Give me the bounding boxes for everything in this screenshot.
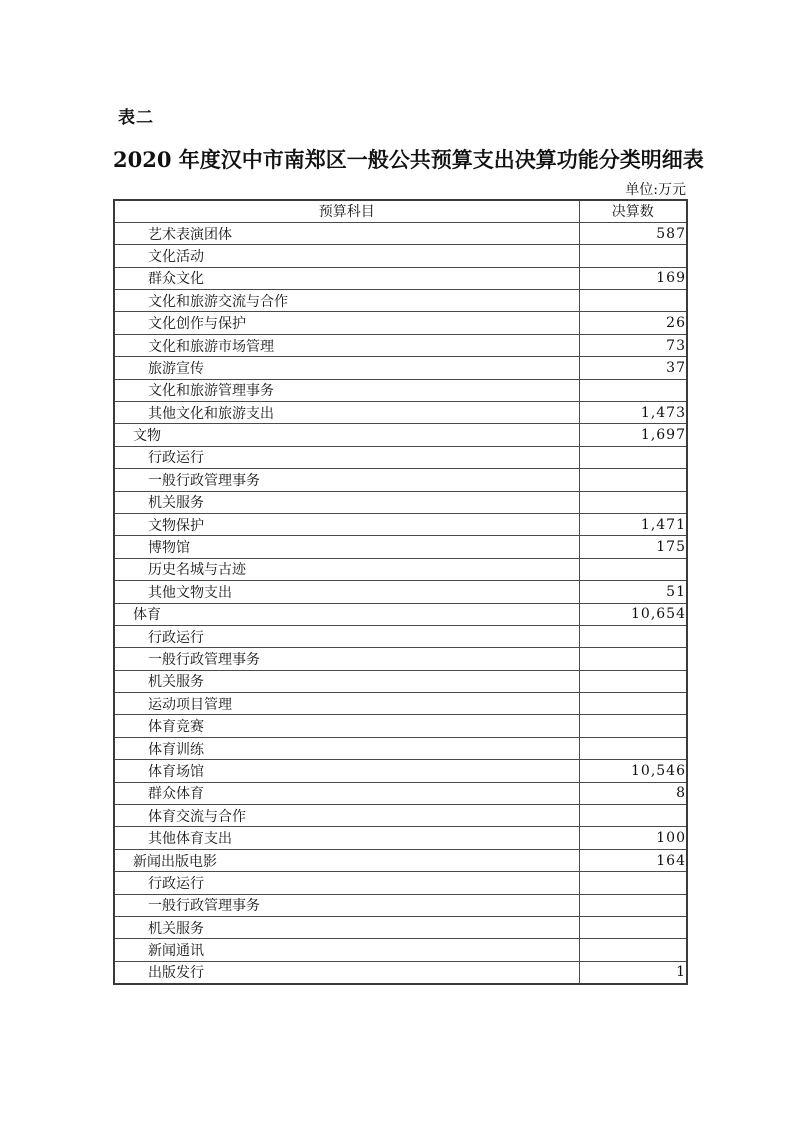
- table-row: [114, 917, 687, 939]
- budget-item-value: [579, 648, 687, 670]
- budget-item-label: 运动项目管理: [114, 693, 579, 715]
- budget-item-value: [579, 245, 687, 267]
- budget-item-value: 1,471: [579, 513, 687, 535]
- budget-item-label: 文化和旅游市场管理: [114, 334, 579, 356]
- budget-item-value: 1: [579, 961, 687, 983]
- budget-item-label: 一般行政管理事务: [114, 894, 579, 916]
- table-row: [114, 581, 687, 603]
- budget-item-label: 新闻出版电影: [114, 849, 579, 871]
- table-row: [114, 849, 687, 871]
- budget-item-value: [579, 446, 687, 468]
- budget-item-value: [579, 693, 687, 715]
- column-header-amount: 决算数: [579, 200, 687, 222]
- unit-label: 单位:万元: [625, 182, 686, 198]
- budget-item-label: 文化和旅游管理事务: [114, 379, 579, 401]
- budget-item-value: [579, 715, 687, 737]
- budget-item-label: 其他体育支出: [114, 827, 579, 849]
- budget-item-value: 37: [579, 357, 687, 379]
- budget-item-label: 文物: [114, 424, 579, 446]
- table-row: [114, 894, 687, 916]
- budget-item-label: 体育训练: [114, 737, 579, 759]
- budget-table: [113, 199, 688, 985]
- budget-item-label: 体育场馆: [114, 760, 579, 782]
- budget-item-label: 一般行政管理事务: [114, 648, 579, 670]
- table-row: [114, 267, 687, 289]
- table-row: [114, 357, 687, 379]
- budget-item-value: 73: [579, 334, 687, 356]
- budget-item-label: 新闻通讯: [114, 939, 579, 961]
- table-row: [114, 805, 687, 827]
- budget-item-label: 文化和旅游交流与合作: [114, 290, 579, 312]
- table-number-label: 表二: [118, 108, 154, 128]
- table-row: [114, 424, 687, 446]
- table-row: [114, 670, 687, 692]
- table-row: [114, 625, 687, 647]
- table-row: [114, 312, 687, 334]
- table-row: [114, 961, 687, 983]
- table-row: [114, 648, 687, 670]
- budget-item-value: [579, 379, 687, 401]
- table-row: [114, 782, 687, 804]
- table-row: [114, 402, 687, 424]
- table-row: [114, 469, 687, 491]
- table-row: [114, 379, 687, 401]
- budget-item-value: 1,473: [579, 402, 687, 424]
- budget-item-label: 其他文化和旅游支出: [114, 402, 579, 424]
- table-row: [114, 536, 687, 558]
- table-row: [114, 693, 687, 715]
- budget-item-label: 行政运行: [114, 625, 579, 647]
- table-row: [114, 939, 687, 961]
- budget-item-label: 文化创作与保护: [114, 312, 579, 334]
- budget-item-label: 历史名城与古迹: [114, 558, 579, 580]
- budget-item-value: [579, 625, 687, 647]
- budget-item-label: 机关服务: [114, 491, 579, 513]
- page-title: 2020 年度汉中市南郑区一般公共预算支出决算功能分类明细表: [113, 147, 704, 172]
- budget-item-label: 出版发行: [114, 961, 579, 983]
- budget-item-label: 机关服务: [114, 670, 579, 692]
- budget-item-value: 10,654: [579, 603, 687, 625]
- table-row: [114, 222, 687, 244]
- budget-item-label: 行政运行: [114, 872, 579, 894]
- budget-item-label: 群众文化: [114, 267, 579, 289]
- budget-item-value: [579, 939, 687, 961]
- table-row: [114, 446, 687, 468]
- budget-item-value: [579, 670, 687, 692]
- budget-item-value: [579, 894, 687, 916]
- budget-item-value: [579, 491, 687, 513]
- budget-item-label: 博物馆: [114, 536, 579, 558]
- table-row: [114, 603, 687, 625]
- table-body: [114, 222, 687, 983]
- table-row: [114, 491, 687, 513]
- table-row: [114, 245, 687, 267]
- budget-item-label: 其他文物支出: [114, 581, 579, 603]
- budget-item-label: 群众体育: [114, 782, 579, 804]
- budget-item-label: 体育竞赛: [114, 715, 579, 737]
- budget-item-value: 175: [579, 536, 687, 558]
- table-row: [114, 737, 687, 759]
- budget-item-value: 26: [579, 312, 687, 334]
- column-header-subject: 预算科目: [114, 200, 579, 222]
- table-row: [114, 872, 687, 894]
- budget-item-value: [579, 805, 687, 827]
- budget-item-value: [579, 290, 687, 312]
- table-row: [114, 760, 687, 782]
- budget-item-value: [579, 872, 687, 894]
- budget-item-label: 艺术表演团体: [114, 222, 579, 244]
- budget-item-value: [579, 469, 687, 491]
- budget-item-value: 51: [579, 581, 687, 603]
- budget-item-label: 旅游宣传: [114, 357, 579, 379]
- table-row: [114, 827, 687, 849]
- budget-item-value: [579, 737, 687, 759]
- table-row: [114, 513, 687, 535]
- budget-item-value: 169: [579, 267, 687, 289]
- table-row: [114, 290, 687, 312]
- table-header-row: [114, 200, 687, 222]
- table-row: [114, 334, 687, 356]
- budget-item-value: 8: [579, 782, 687, 804]
- table-row: [114, 558, 687, 580]
- budget-item-label: 体育交流与合作: [114, 805, 579, 827]
- budget-item-value: 164: [579, 849, 687, 871]
- budget-item-value: 10,546: [579, 760, 687, 782]
- budget-item-label: 行政运行: [114, 446, 579, 468]
- table-row: [114, 715, 687, 737]
- budget-item-value: 587: [579, 222, 687, 244]
- budget-item-value: 1,697: [579, 424, 687, 446]
- budget-item-label: 体育: [114, 603, 579, 625]
- budget-item-label: 文化活动: [114, 245, 579, 267]
- budget-item-value: 100: [579, 827, 687, 849]
- budget-item-value: [579, 558, 687, 580]
- budget-item-label: 机关服务: [114, 917, 579, 939]
- budget-item-label: 文物保护: [114, 513, 579, 535]
- budget-item-label: 一般行政管理事务: [114, 469, 579, 491]
- budget-item-value: [579, 917, 687, 939]
